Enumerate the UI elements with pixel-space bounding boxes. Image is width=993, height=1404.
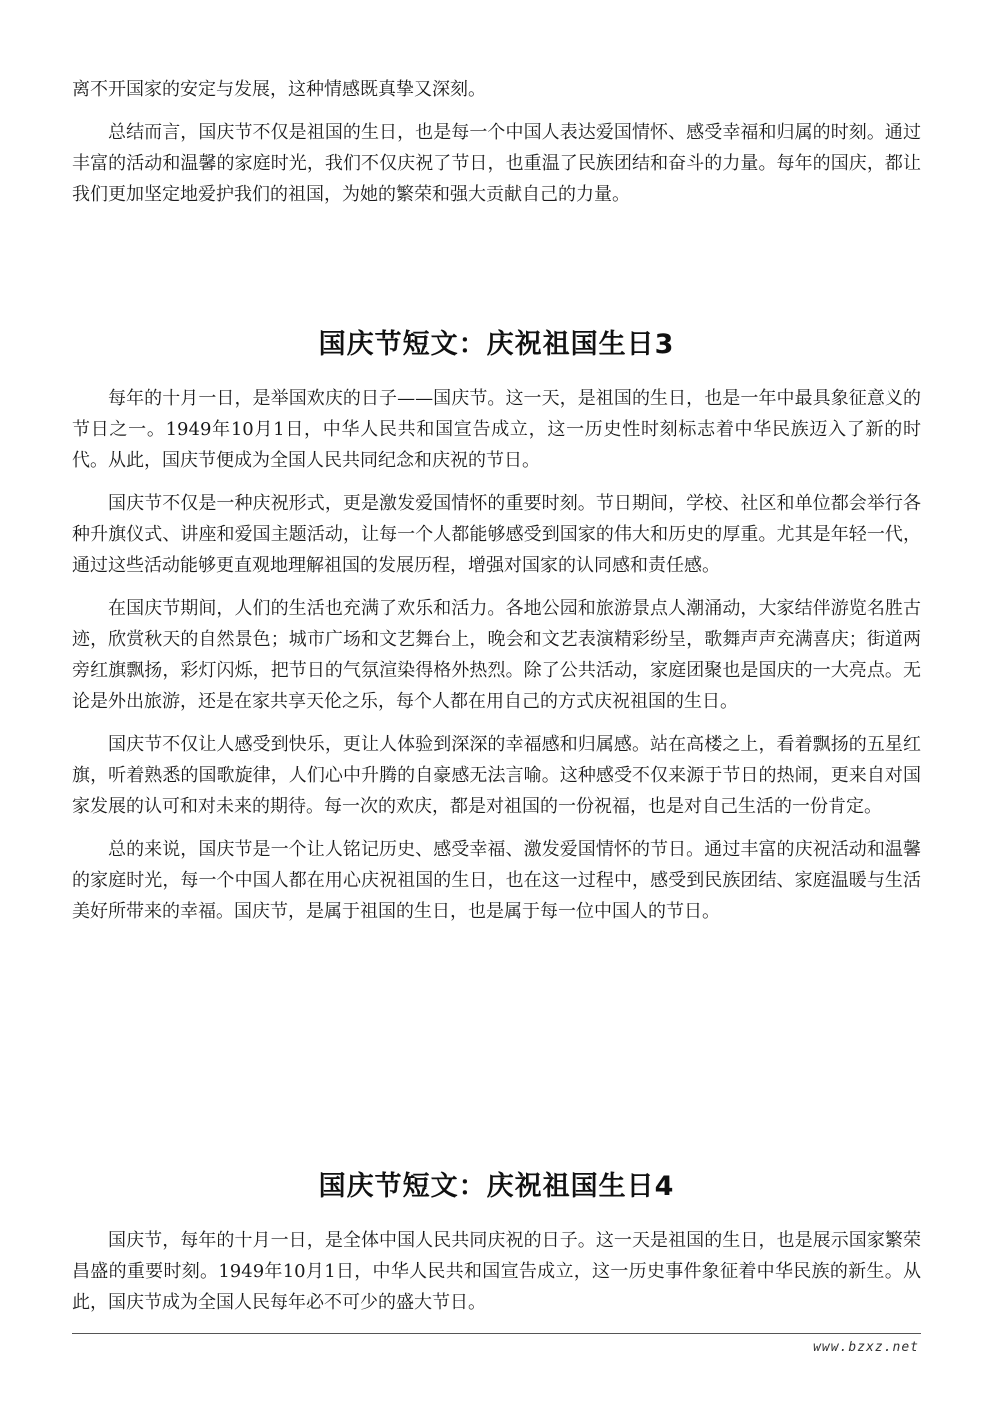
paragraph: 每年的十月一日，是举国欢庆的日子——国庆节。这一天，是祖国的生日，也是一年中最具象征意义的节日之一。1949年10月1日，中华人民共和国宣告成立，这一历史性时刻标志着中华民族迈入了新的时代。从此，国庆节便成为全国人民共同纪念和庆祝的节日。 [72, 388, 921, 471]
section-title: 国庆节短文：庆祝祖国生日3 [318, 329, 675, 360]
footer-divider [72, 1333, 921, 1334]
footer-website-link[interactable]: www.bzxz.net [813, 1340, 919, 1355]
article-section-3 [72, 322, 921, 927]
article-section-4 [72, 1164, 921, 1318]
section-title: 国庆节短文：庆祝祖国生日4 [318, 1171, 675, 1202]
paragraph: 在国庆节期间，人们的生活也充满了欢乐和活力。各地公园和旅游景点人潮涌动，大家结伴游览名胜古迹，欣赏秋天的自然景色；城市广场和文艺舞台上，晚会和文艺表演精彩纷呈，歌舞声声充满喜庆；街道两旁红旗飘扬，彩灯闪烁，把节日的气氛渲染得格外热烈。除了公共活动，家庭团聚也是国庆的一大亮点。无论是外出旅游，还是在家共享天伦之乐，每个人都在用自己的方式庆祝祖国的生日。 [72, 598, 921, 712]
paragraph: 国庆节，每年的十月一日，是全体中国人民共同庆祝的日子。这一天是祖国的生日，也是展示国家繁荣昌盛的重要时刻。1949年10月1日，中华人民共和国宣告成立，这一历史事件象征着中华民族的新生。从此，国庆节成为全国人民每年必不可少的盛大节日。 [72, 1230, 921, 1313]
paragraph: 总的来说，国庆节是一个让人铭记历史、感受幸福、激发爱国情怀的节日。通过丰富的庆祝活动和温馨的家庭时光，每一个中国人都在用心庆祝祖国的生日，也在这一过程中，感受到民族团结、家庭温暖与生活美好所带来的幸福。国庆节，是属于祖国的生日，也是属于每一位中国人的节日。 [72, 839, 921, 922]
paragraph: 国庆节不仅让人感受到快乐，更让人体验到深深的幸福感和归属感。站在高楼之上，看着飘扬的五星红旗，听着熟悉的国歌旋律，人们心中升腾的自豪感无法言喻。这种感受不仅来源于节日的热闹，更来自对国家发展的认可和对未来的期待。每一次的欢庆，都是对祖国的一份祝福，也是对自己生活的一份肯定。 [72, 734, 921, 817]
continued-paragraph: 离不开国家的安定与发展，这种情感既真挚又深刻。 [72, 79, 486, 100]
conclusion-paragraph: 总结而言，国庆节不仅是祖国的生日，也是每一个中国人表达爱国情怀、感受幸福和归属的时刻。通过丰富的活动和温馨的家庭时光，我们不仅庆祝了节日，也重温了民族团结和奋斗的力量。每年的国庆，都让我们更加坚定地爱护我们的祖国，为她的繁荣和强大贡献自己的力量。 [72, 122, 921, 205]
previous-article-ending [72, 74, 921, 210]
paragraph: 国庆节不仅是一种庆祝形式，更是激发爱国情怀的重要时刻。节日期间，学校、社区和单位都会举行各种升旗仪式、讲座和爱国主题活动，让每一个人都能够感受到国家的伟大和历史的厚重。尤其是年轻一代，通过这些活动能够更直观地理解祖国的发展历程，增强对国家的认同感和责任感。 [72, 493, 921, 576]
